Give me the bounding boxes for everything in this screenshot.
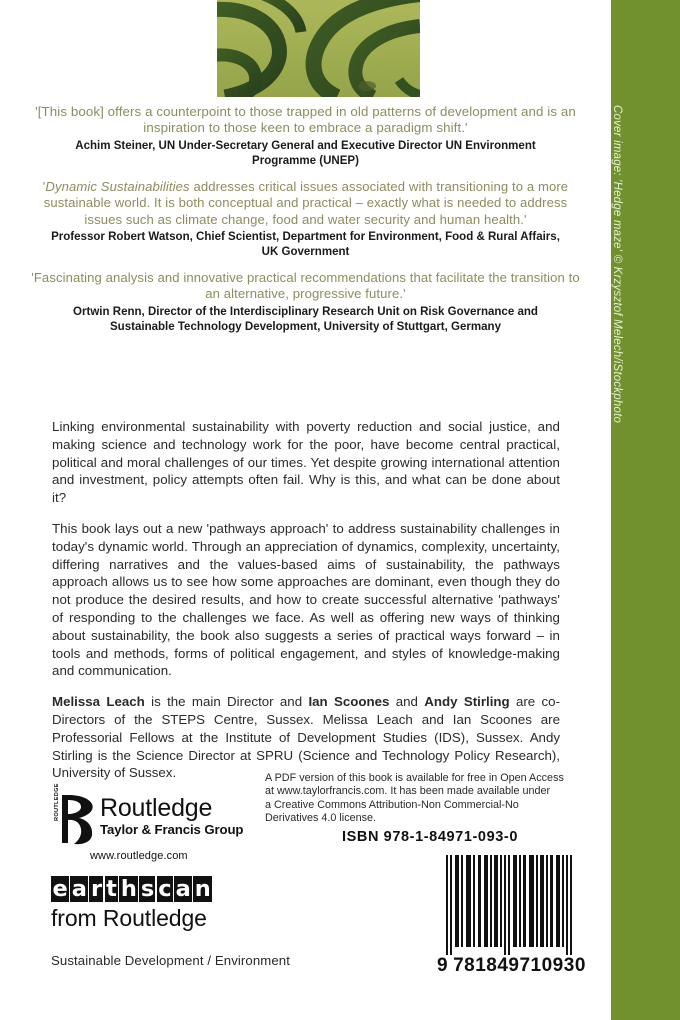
earthscan-letter-a-1: a — [71, 876, 87, 902]
quote-text-3: 'Fascinating analysis and innovative practical recommendations that facilitate the transition to an alternative, progressive future.' — [31, 270, 580, 302]
earthscan-letter-n-8: n — [194, 876, 211, 902]
earthscan-letter-e-0: e — [52, 876, 68, 902]
quote-2-post: addresses critical issues associated with transitioning to a more sustainable world. It is both conceptual and practical – exactly what is needed to address issues such as climate change, food and water security and human health.' — [43, 179, 569, 227]
earthscan-from-routledge: from Routledge — [51, 905, 207, 931]
blurb-section — [52, 418, 560, 782]
open-access-line-4: Derivatives 4.0 license. — [265, 811, 377, 824]
quote-text-1: '[This book] offers a counterpoint to those trapped in old patterns of development and is an inspiration to those keen to embrace a paradigm shift.' — [35, 104, 576, 136]
open-access-line-1: A PDF version of this book is available for free in Open Access — [265, 772, 564, 784]
routledge-vertical-wordmark: ROUTLEDGE — [54, 783, 60, 821]
routledge-wordmark — [100, 795, 243, 837]
subject-category-line: Sustainable Development / Environment — [51, 953, 291, 968]
quote-2-book-title: Dynamic Sustainabilities — [45, 179, 190, 195]
quote-attribution-1: Achim Steiner, UN Under-Secretary General and Executive Director UN Environment Programme (UNEP) — [75, 137, 536, 168]
cover-image-credit: Cover image: 'Hedge maze' © Krzysztof Melech/iStockphoto — [611, 105, 623, 424]
quote-block-1 — [30, 104, 581, 168]
earthscan-letter-c-6: c — [158, 876, 172, 902]
author-name-1: Melissa Leach — [52, 694, 145, 710]
quote-block-3 — [30, 270, 581, 334]
endorsement-quotes — [30, 104, 581, 345]
routledge-name: Routledge — [100, 794, 213, 822]
author-name-2: Ian Scoones — [308, 694, 390, 710]
routledge-url[interactable]: www.routledge.com — [90, 850, 188, 862]
quote-attribution-2: Professor Robert Watson, Chief Scientist, Department for Environment, Food & Rural Affairs, UK Government — [51, 228, 560, 259]
quote-block-2 — [30, 179, 581, 259]
blurb-paragraph-2: This book lays out a new 'pathways approach' to address sustainability challenges in today's dynamic world. Through an appreciation of dynamics, complexity, uncertainty, differing narratives and the values-based aims of sustainability, the pathways approach allows us to see how some approaches are dominant, even though they do not produce the desired results, and how to create successful alternative 'pathways' of responding to the challenges we face. As well as offering new ways of thinking about sustainability, the book also suggests a series of practical ways forward – in tools and methods, forms of political engagement, and styles of knowledge-making and communication. — [52, 520, 560, 679]
quote-2-pre: ' — [42, 179, 46, 195]
earthscan-letter-s-5: s — [140, 876, 154, 902]
barcode-digits — [437, 955, 586, 977]
barcode-lead-digit: 9 — [437, 955, 449, 976]
open-access-note — [265, 772, 575, 825]
bio-segment-3: are co-Directors of the STEPS Centre, Sussex. Melissa Leach and Ian Scoones are Professorial Fellows at the Institute of Development Studies (IDS), Sussex. Andy Stirling is the Science Director at SPRU (Science and Technology Policy Research), University of Sussex. — [52, 694, 560, 781]
barcode-main-digits: 781849710930 — [453, 955, 586, 976]
barcode-bars — [437, 855, 580, 955]
routledge-subtitle: Taylor & Francis Group — [100, 822, 244, 837]
open-access-line-3: a Creative Commons Attribution-Non Commercial-No — [265, 798, 519, 811]
earthscan-letter-h-4: h — [120, 876, 137, 902]
earthscan-letter-r-2: r — [90, 876, 102, 902]
quote-attribution-3: Ortwin Renn, Director of the Interdisciplinary Research Unit on Risk Governance and Sustainable Technology Development, University of Stuttgart, Germany — [73, 303, 538, 333]
author-bio-paragraph — [52, 693, 560, 782]
earthscan-letter-a-7: a — [175, 876, 191, 902]
bio-segment-2: and — [389, 694, 425, 710]
isbn-text: ISBN 978-1-84971-093-0 — [341, 829, 519, 845]
hedge-maze-photo — [217, 0, 420, 97]
earthscan-letter-t-3: t — [106, 876, 117, 902]
earthscan-logo — [51, 876, 311, 968]
blurb-paragraph-1: Linking environmental sustainability with poverty reduction and social justice, and making science and technology work for the poor, have become central practical, political and moral challenges of our times. Yet despite growing international attention and investment, policy attempts often fail. Why is this, and what can be done about it? — [52, 419, 560, 506]
open-access-line-2: at www.taylorfrancis.com. It has been made available under — [265, 785, 551, 798]
earthscan-wordmark — [51, 876, 311, 902]
routledge-logo — [52, 783, 252, 862]
bio-segment-1: is the main Director and — [144, 694, 309, 710]
quote-text-2 — [30, 179, 581, 228]
author-name-3: Andy Stirling — [424, 694, 510, 710]
ean-barcode — [437, 855, 586, 981]
